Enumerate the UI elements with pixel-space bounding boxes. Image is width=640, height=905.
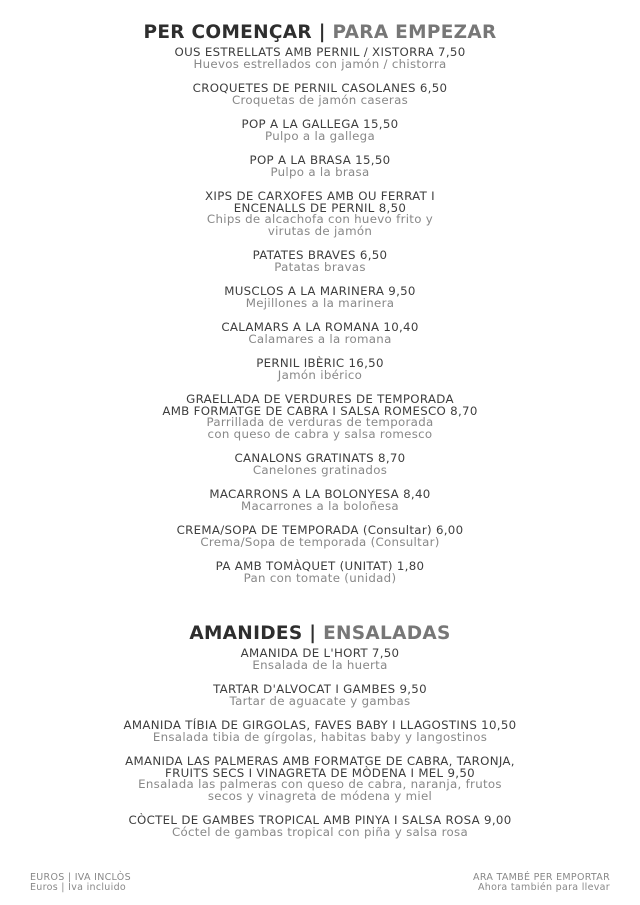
item-name-ca: CÒCTEL DE GAMBES TROPICAL AMB PINYA I SALSA ROSA 9,00 xyxy=(128,813,512,827)
menu-item xyxy=(0,322,640,345)
footer-takeaway-es: Ahora también para llevar xyxy=(477,882,610,893)
item-name-ca: GRAELLADA DE VERDURES DE TEMPORADA AMB FORMATGE DE CABRA I SALSA ROMESCO 8,70 xyxy=(162,392,478,418)
menu-item xyxy=(0,155,640,178)
menu-item xyxy=(0,815,640,838)
menu-item xyxy=(0,561,640,584)
item-name-es: Mejillones a la marinera xyxy=(245,295,395,310)
menu-item xyxy=(0,720,640,743)
item-name-ca: AMANIDA TÍBIA DE GIRGOLAS, FAVES BABY I LLAGOSTINS 10,50 xyxy=(123,718,517,732)
section-title-salads xyxy=(0,621,640,647)
item-name-ca: PATATES BRAVES 6,50 xyxy=(252,248,388,262)
section-title-starters xyxy=(0,20,640,46)
menu-item xyxy=(0,525,640,548)
item-name-ca: PERNIL IBÈRIC 16,50 xyxy=(256,356,384,370)
footer-takeaway-ca: ARA TAMBÉ PER EMPORTAR xyxy=(473,872,610,883)
item-name-ca: AMANIDA DE L'HORT 7,50 xyxy=(240,646,400,660)
menu-item xyxy=(0,394,640,440)
item-name-ca: OUS ESTRELLATS AMB PERNIL / XISTORRA 7,50 xyxy=(174,45,466,59)
item-name-es: Cóctel de gambas tropical con piña y salsa rosa xyxy=(171,824,469,839)
item-name-ca: CANALONS GRATINATS 8,70 xyxy=(234,451,406,465)
section-salads xyxy=(0,621,640,838)
menu-item xyxy=(0,47,640,70)
menu-item xyxy=(0,250,640,273)
item-name-ca: MUSCLOS A LA MARINERA 9,50 xyxy=(224,284,416,298)
item-name-es: Pan con tomate (unidad) xyxy=(243,570,397,585)
item-name-ca: XIPS DE CARXOFES AMB OU FERRAT I ENCENALLS DE PERNIL 8,50 xyxy=(205,189,435,215)
item-name-es: Chips de alcachofa con huevo frito y virutas de jamón xyxy=(206,212,434,238)
item-name-ca: AMANIDA LAS PALMERAS AMB FORMATGE DE CABRA, TARONJA, FRUITS SECS I VINAGRETA DE MÒDENA I MEL 9,50 xyxy=(125,754,515,780)
section-title-es: ENSALADAS xyxy=(323,623,451,644)
item-name-ca: PA AMB TOMÀQUET (UNITAT) 1,80 xyxy=(215,559,425,573)
item-name-es: Huevos estrellados con jamón / chistorra xyxy=(193,56,447,71)
item-name-es: Tartar de aguacate y gambas xyxy=(229,693,411,708)
section-starters xyxy=(0,20,640,584)
section-title-ca: PER COMENÇAR xyxy=(143,22,312,43)
menu xyxy=(0,20,640,851)
item-name-ca: MACARRONS A LA BOLONYESA 8,40 xyxy=(209,487,431,501)
item-name-ca: TARTAR D'ALVOCAT I GAMBES 9,50 xyxy=(213,682,427,696)
item-name-es: Crema/Sopa de temporada (Consultar) xyxy=(200,534,440,549)
item-name-es: Ensalada de la huerta xyxy=(252,657,388,672)
item-name-es: Calamares a la romana xyxy=(248,331,392,346)
item-name-es: Croquetas de jamón caseras xyxy=(231,92,409,107)
menu-item xyxy=(0,119,640,142)
item-name-ca: POP A LA GALLEGA 15,50 xyxy=(241,117,399,131)
item-name-es: Ensalada tibia de gírgolas, habitas baby y langostinos xyxy=(152,729,488,744)
item-name-es: Patatas bravas xyxy=(274,259,366,274)
footer-vat-es: Euros | Iva incluido xyxy=(30,882,127,893)
item-name-es: Jamón ibérico xyxy=(277,367,363,382)
menu-item xyxy=(0,453,640,476)
item-name-es: Macarrones a la boloñesa xyxy=(241,498,399,513)
item-name-es: Pulpo a la brasa xyxy=(270,164,370,179)
menu-item xyxy=(0,684,640,707)
menu-item xyxy=(0,191,640,237)
item-name-es: Parrillada de verduras de temporada con queso de cabra y salsa romesco xyxy=(206,415,434,441)
item-name-es: Canelones gratinados xyxy=(252,462,388,477)
footer-vat-ca: EUROS | IVA INCLÒS xyxy=(30,872,131,883)
title-separator: | xyxy=(318,22,326,43)
menu-item xyxy=(0,83,640,106)
footer-takeaway-note xyxy=(473,873,610,893)
item-name-es: Ensalada las palmeras con queso de cabra, naranja, frutos secos y vinagreta de módena y miel xyxy=(138,777,502,803)
item-name-ca: POP A LA BRASA 15,50 xyxy=(249,153,391,167)
item-name-ca: CALAMARS A LA ROMANA 10,40 xyxy=(221,320,419,334)
footer-vat-note xyxy=(30,873,131,893)
item-name-ca: CROQUETES DE PERNIL CASOLANES 6,50 xyxy=(192,81,448,95)
menu-item xyxy=(0,286,640,309)
item-name-es: Pulpo a la gallega xyxy=(265,128,375,143)
section-title-ca: AMANIDES xyxy=(189,623,303,644)
menu-item xyxy=(0,756,640,802)
item-name-ca: CREMA/SOPA DE TEMPORADA (Consultar) 6,00 xyxy=(176,523,464,537)
menu-item xyxy=(0,489,640,512)
section-title-es: PARA EMPEZAR xyxy=(332,22,497,43)
menu-item xyxy=(0,358,640,381)
title-separator: | xyxy=(309,623,317,644)
menu-item xyxy=(0,648,640,671)
